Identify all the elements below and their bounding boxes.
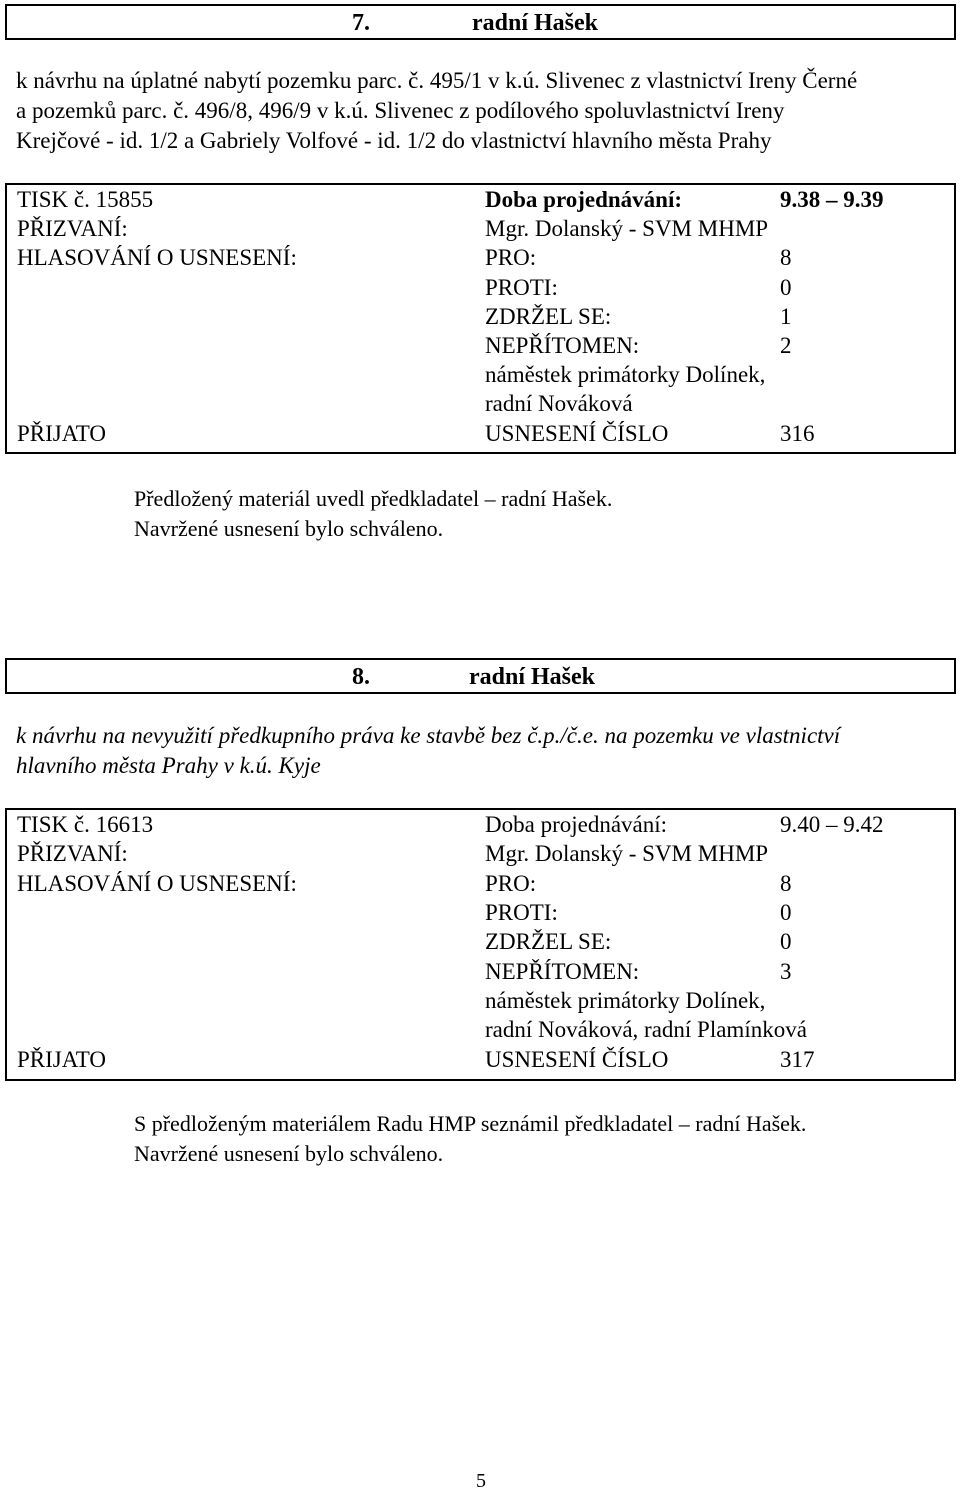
item-note bbox=[134, 1109, 806, 1169]
vote-label: ZDRŽEL SE: bbox=[485, 929, 612, 954]
prizvani-value: Mgr. Dolanský - SVM MHMP bbox=[485, 216, 769, 241]
vote-label: ZDRŽEL SE: bbox=[485, 304, 612, 329]
tisk-number: TISK č. 15855 bbox=[17, 187, 154, 212]
usneseni-number: 317 bbox=[780, 1047, 815, 1072]
vote-label: NEPŘÍTOMEN: bbox=[485, 959, 640, 984]
prizvani-value: Mgr. Dolanský - SVM MHMP bbox=[485, 841, 769, 866]
vote-label: PROTI: bbox=[485, 275, 558, 300]
vote-value: 8 bbox=[780, 245, 792, 270]
absent-names: náměstek primátorky Dolínek, bbox=[485, 988, 766, 1013]
item-note bbox=[134, 484, 612, 544]
subject-line: k návrhu na nevyužití předkupního práva ke stavbě bez č.p./č.e. na pozemku ve vlastnictví bbox=[16, 723, 841, 748]
vote-label: PRO: bbox=[485, 245, 537, 270]
usneseni-label: USNESENÍ ČÍSLO bbox=[485, 1047, 669, 1072]
vote-label: PROTI: bbox=[485, 900, 558, 925]
doba-value: 9.38 – 9.39 bbox=[780, 187, 884, 212]
vote-value: 8 bbox=[780, 871, 792, 896]
absent-names: náměstek primátorky Dolínek, bbox=[485, 362, 766, 387]
vote-label: NEPŘÍTOMEN: bbox=[485, 333, 640, 358]
prizvani-label: PŘIZVANÍ: bbox=[17, 841, 128, 866]
item-subject bbox=[16, 66, 857, 156]
note-line: Navržené usnesení bylo schváleno. bbox=[134, 516, 444, 541]
vote-label: PRO: bbox=[485, 871, 537, 896]
item-number: 7. bbox=[352, 10, 370, 36]
vote-table bbox=[5, 183, 956, 454]
page-number: 5 bbox=[476, 1470, 486, 1492]
result-status: PŘIJATO bbox=[17, 1047, 107, 1072]
note-line: Navržené usnesení bylo schváleno. bbox=[134, 1141, 444, 1166]
note-line: Předložený materiál uvedl předkladatel – radní Hašek. bbox=[134, 486, 613, 511]
item-number: 8. bbox=[352, 664, 370, 690]
doba-label: Doba projednávání: bbox=[485, 812, 668, 837]
item-title: radní Hašek bbox=[469, 664, 596, 690]
vote-value: 1 bbox=[780, 304, 792, 329]
item-header bbox=[5, 658, 956, 694]
prizvani-label: PŘIZVANÍ: bbox=[17, 216, 128, 241]
absent-names: radní Nováková, radní Plamínková bbox=[485, 1017, 807, 1042]
tisk-number: TISK č. 16613 bbox=[17, 812, 154, 837]
subject-line: hlavního města Prahy v k.ú. Kyje bbox=[16, 753, 321, 778]
result-status: PŘIJATO bbox=[17, 421, 107, 446]
item-header bbox=[5, 4, 956, 40]
usneseni-number: 316 bbox=[780, 421, 815, 446]
item-title: radní Hašek bbox=[472, 10, 599, 36]
vote-table bbox=[5, 808, 956, 1081]
vote-value: 0 bbox=[780, 929, 792, 954]
vote-value: 2 bbox=[780, 333, 792, 358]
doba-value: 9.40 – 9.42 bbox=[780, 812, 884, 837]
usneseni-label: USNESENÍ ČÍSLO bbox=[485, 421, 669, 446]
hlasovani-label: HLASOVÁNÍ O USNESENÍ: bbox=[17, 871, 297, 896]
vote-value: 0 bbox=[780, 900, 792, 925]
vote-value: 0 bbox=[780, 275, 792, 300]
absent-names: radní Nováková bbox=[485, 391, 633, 416]
note-line: S předloženým materiálem Radu HMP seznámil předkladatel – radní Hašek. bbox=[134, 1111, 807, 1136]
subject-line: Krejčové - id. 1/2 a Gabriely Volfové - id. 1/2 do vlastnictví hlavního města Prahy bbox=[16, 128, 772, 153]
doba-label: Doba projednávání: bbox=[485, 187, 683, 212]
vote-value: 3 bbox=[780, 959, 792, 984]
hlasovani-label: HLASOVÁNÍ O USNESENÍ: bbox=[17, 245, 297, 270]
item-subject bbox=[16, 721, 840, 781]
subject-line: k návrhu na úplatné nabytí pozemku parc. č. 495/1 v k.ú. Slivenec z vlastnictví Ireny Černé bbox=[16, 68, 858, 93]
subject-line: a pozemků parc. č. 496/8, 496/9 v k.ú. Slivenec z podílového spoluvlastnictví Ireny bbox=[16, 98, 785, 123]
